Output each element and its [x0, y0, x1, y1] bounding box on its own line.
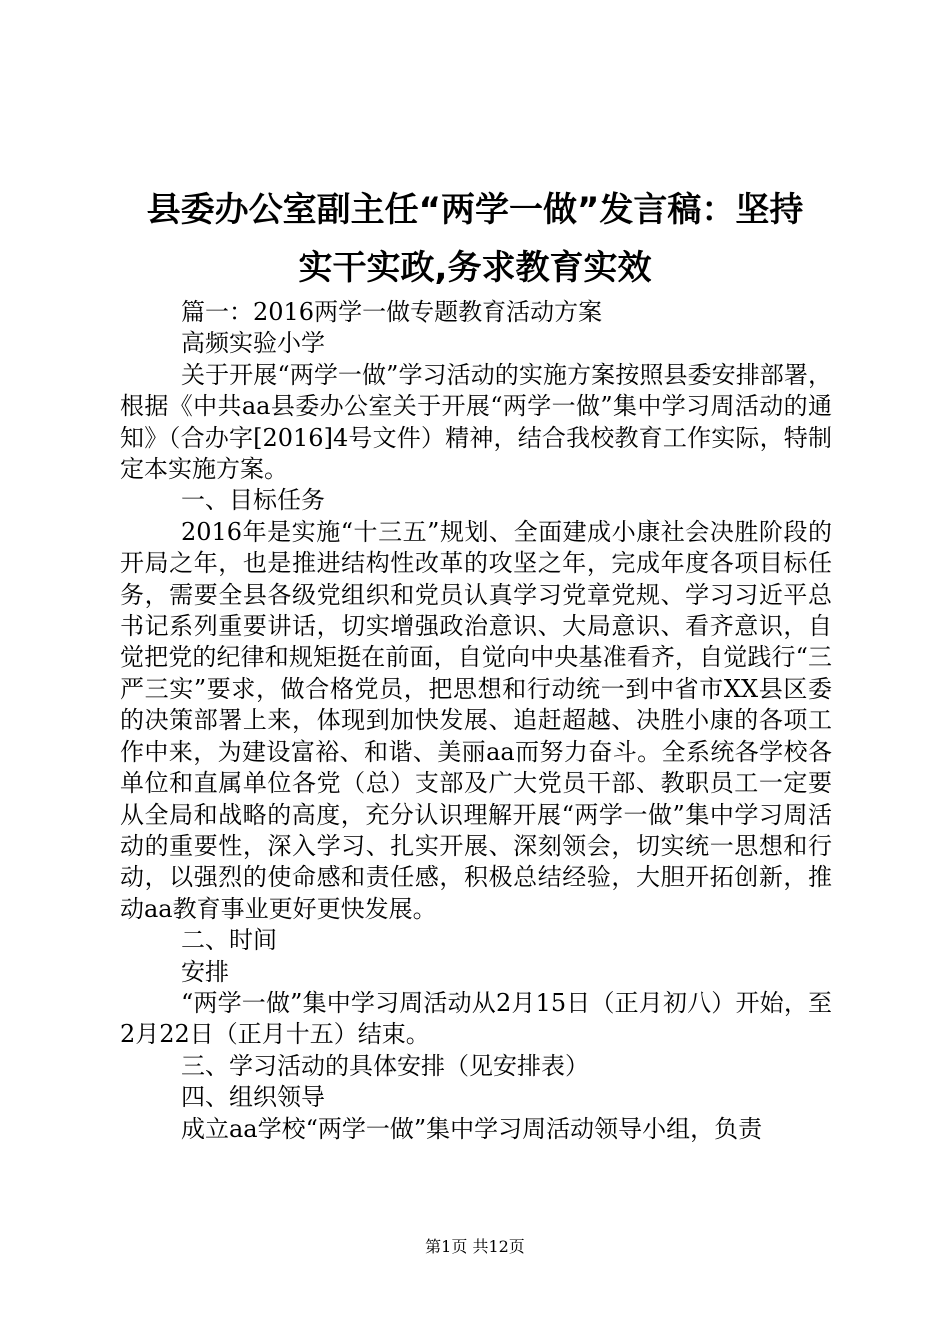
- paragraph-intro: 关于开展“两学一做”学习活动的实施方案按照县委安排部署，根据《中共aa县委办公室关于开展“两学一做”集中学习周活动的通知》（合办字[2016]4号文件）精神，结合我校教育工作实际，特制定本实施方案。: [120, 360, 832, 484]
- paragraph-schedule: “两学一做”集中学习周活动从2月15日（正月初八）开始，至2月22日（正月十五）结束。: [120, 988, 832, 1049]
- paragraph-heading-activities: 三、学习活动的具体安排（见安排表）: [181, 1051, 589, 1080]
- paragraph-goals: 2016年是实施“十三五”规划、全面建成小康社会决胜阶段的开局之年，也是推进结构性改革的攻坚之年，完成年度各项目标任务，需要全县各级党组织和党员认真学习党章党规、学习习近平总书记系列重要讲话，切实增强政治意识、大局意识、看齐意识，自觉把党的纪律和规矩挺在前面，自觉向中央基准看齐，自觉践行“三严三实”要求，做合格党员，把思想和行动统一到中省市XX县区委的决策部署上来，体现到加快发展、追赶超越、决胜小康的各项工作中来，为建设富裕、和谐、美丽aa而努力奋斗。全系统各学校各单位和直属单位各党（总）支部及广大党员干部、教职员工一定要从全局和战略的高度，充分认识理解开展“两学一做”集中学习周活动的重要性，深入学习、扎实开展、深刻领会，切实统一思想和行动，以强烈的使命感和责任感，积极总结经验，大胆开拓创新，推动aa教育事业更好更快发展。: [120, 517, 832, 923]
- page-footer: 第1页 共12页: [425, 1237, 525, 1256]
- document-title-line-2: 实干实政,务求教育实效: [298, 248, 652, 288]
- paragraph-heading-goals: 一、目标任务: [181, 486, 325, 515]
- paragraph-leadership: 成立aa学校“两学一做”集中学习周活动领导小组，负责: [181, 1114, 763, 1143]
- paragraph-heading-leadership: 四、组织领导: [181, 1083, 325, 1112]
- paragraph-arrangement: 安排: [181, 957, 229, 986]
- paragraph-section-heading: 篇一：2016两学一做专题教育活动方案: [181, 298, 603, 326]
- document-body: [120, 297, 832, 1145]
- paragraph-school-name: 高频实验小学: [181, 329, 325, 358]
- document-title-line-1: 县委办公室副主任“两学一做”发言稿：坚持: [146, 190, 804, 230]
- paragraph-heading-time: 二、时间: [181, 926, 277, 955]
